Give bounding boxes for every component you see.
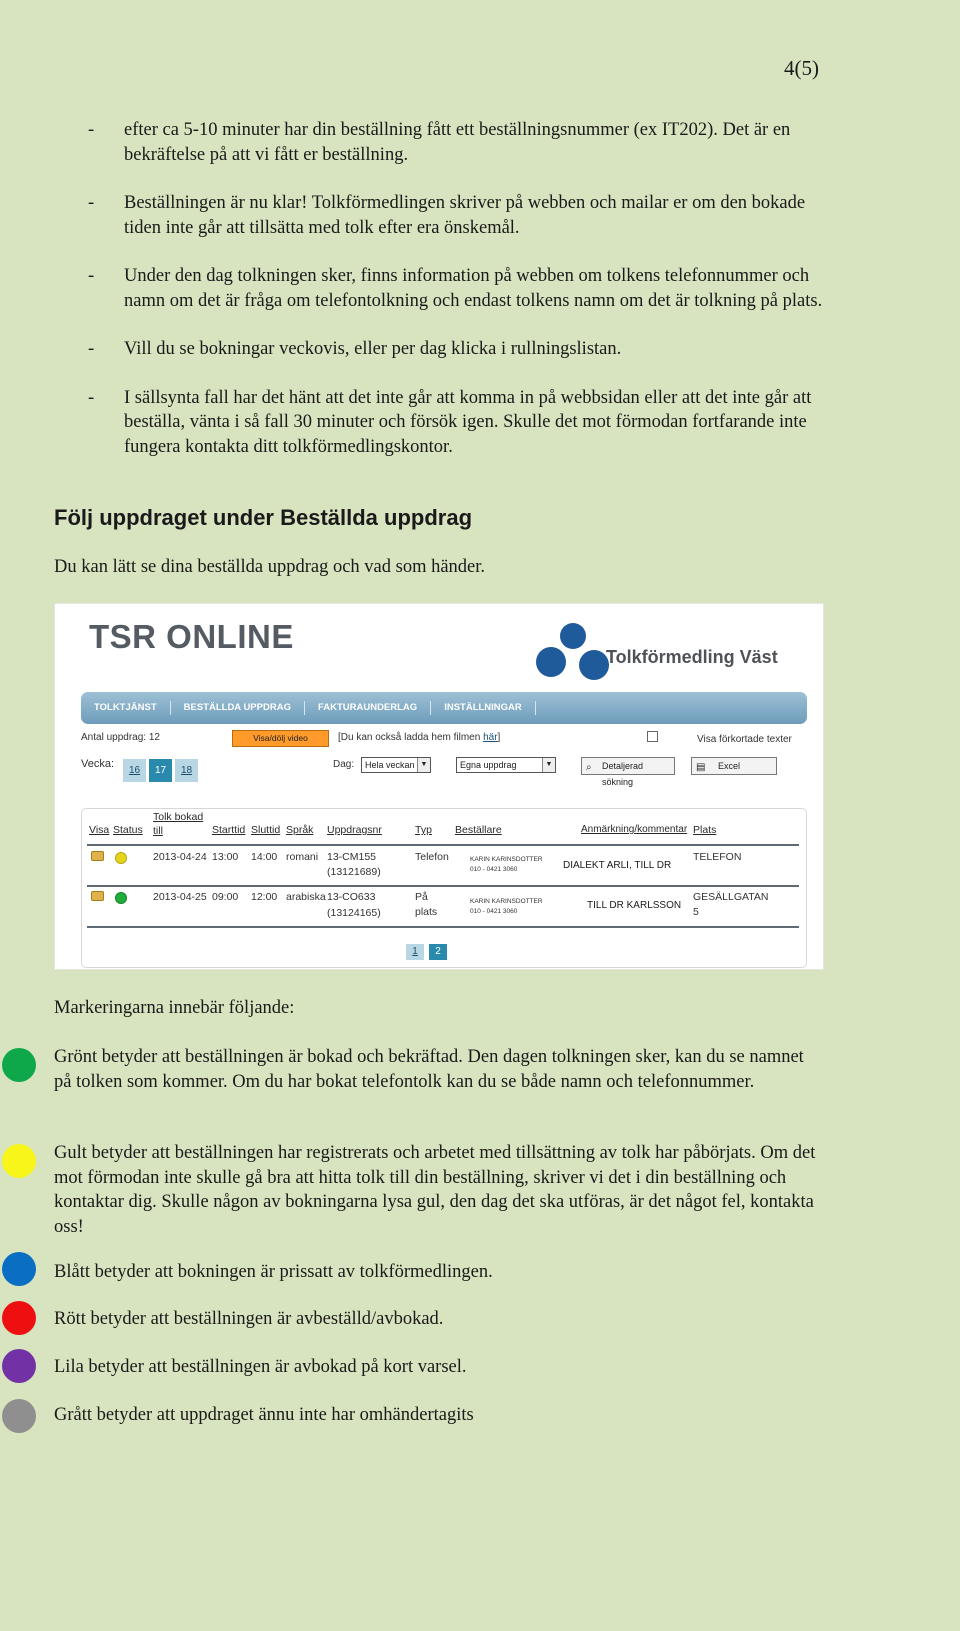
legend-intro: Markeringarna innebär följande: [54,998,295,1018]
week-button-18[interactable]: 18 [175,759,198,782]
column-header-sprak[interactable]: Språk [286,824,314,836]
bullet-item [88,386,828,460]
download-note [338,732,500,743]
week-button-16[interactable]: 16 [123,759,146,782]
day-select[interactable] [361,757,431,773]
status-green-icon [115,892,127,904]
bullet-dash: - [88,120,95,140]
folder-icon[interactable] [91,891,104,901]
day-label: Dag: [333,759,355,770]
table-header-divider [87,844,799,846]
nav-bar [81,692,807,724]
section-heading: Följ uppdraget under Beställda uppdrag [54,505,473,530]
bullet-text: efter ca 5-10 minuter har din beställning fått ett beställningsnummer (ex IT202). Det är en bekräftelse på att vi fått er beställning. [124,120,791,165]
cell-comment: TILL DR KARLSSON [587,900,682,911]
page-number: 4(5) [784,56,819,80]
day-select-value: Hela veckan [365,760,415,770]
excel-icon: ▤ [696,762,706,773]
week-button-17[interactable]: 17 [149,759,172,782]
filter-select-value: Egna uppdrag [460,760,517,770]
gray-dot-icon [2,1399,36,1433]
bullet-dash: - [88,266,95,286]
column-header-anmarkning[interactable]: Anmärkning/kommentar [581,824,688,835]
nav-item-tolktjanst[interactable]: TOLKTJÄNST [81,701,171,715]
detailed-search-button[interactable] [581,757,675,787]
bullet-item [88,191,828,240]
green-dot-icon [2,1048,36,1082]
bullet-dash: - [88,339,95,359]
cell-comment: DIALEKT ARLI, TILL DR [563,860,672,871]
bullet-text: Under den dag tolkningen sker, finns information på webben om tolkens telefonnummer och namn om det är fråga om telefontolkning och endast tolkens namn om det är tolkning på plats. [124,266,823,311]
bullet-text: I sällsynta fall har det hänt att det inte går att komma in på webbsidan eller att det inte går att beställa, vänta i så fall 30 minuter och försök igen. Skulle det mot förmodan fortfarande inte fungera kontakta ditt tolkförmedlingskontor. [124,387,812,457]
cell-start: 13:00 [212,851,239,863]
legend-item-yellow: Gult betyder att beställningen har registrerats och arbetet med tillsättning av tolk har påbörjats. Om det mot förmodan inte skulle gå bra att hitta tolk till din beställning, skriver vi det i din beställning och kontaktar dig. Skulle någon av bokningarna lysa gul, den dag det ska utföras, är det något fel, kontakta oss! [54,1143,816,1237]
cell-order-id: (13121689) [327,866,381,878]
column-header-uppdragsnr[interactable]: Uppdragsnr [327,824,382,836]
legend-item-purple: Lila betyder att beställningen är avbokad på kort varsel. [54,1357,467,1377]
cell-date: 2013-04-25 [153,891,207,903]
page-button-1[interactable]: 1 [406,944,424,960]
nav-item-bestallda-uppdrag[interactable]: BESTÄLLDA UPPDRAG [171,701,305,715]
column-header-visa[interactable]: Visa [89,824,110,836]
column-header-tolk-bokad-till[interactable]: Tolk bokad till [153,811,204,837]
excel-label: Excel [718,761,741,771]
cell-order-id: (13124165) [327,907,381,919]
bullet-list [88,118,828,483]
legend-item-gray: Grått betyder att uppdraget ännu inte har omhändertagits [54,1405,474,1425]
cell-order-no: 13-CM155 [327,851,377,863]
antal-uppdrag: Antal uppdrag: 12 [81,732,160,743]
cell-place: GESÄLLGATAN 5 [693,891,769,918]
status-yellow-icon [115,852,127,864]
download-end: ] [497,732,501,743]
bullet-item [88,337,828,362]
bullet-item [88,264,828,313]
cell-customer-phone: 010 - 0421 3060 [470,866,518,873]
brand-title: TSR ONLINE [89,618,294,655]
row-divider [87,926,799,928]
week-label: Vecka: [81,758,115,770]
download-link[interactable]: här [483,732,498,743]
cell-end: 14:00 [251,851,278,863]
short-texts-checkbox[interactable] [647,731,658,742]
yellow-dot-icon [2,1144,36,1178]
page-button-2[interactable]: 2 [429,944,447,960]
bullet-dash: - [88,387,95,408]
column-header-bestallare[interactable]: Beställare [455,824,502,836]
legend-item-red: Rött betyder att beställningen är avbeställd/avbokad. [54,1309,444,1329]
cell-customer-name: KARIN KARINSDOTTER [470,898,543,905]
legend-item-green: Grönt betyder att beställningen är bokad och bekräftad. Den dagen tolkningen sker, kan du se namnet på tolken som kommer. Om du har bokat telefontolk kan du se både namn och telefonnummer. [54,1047,804,1092]
search-icon: ⌕ [586,762,592,773]
legend-item-blue: Blått betyder att bokningen är prissatt av tolkförmedlingen. [54,1262,493,1282]
excel-button[interactable] [691,757,777,775]
short-texts-label: Visa förkortade texter [697,734,792,745]
toggle-video-button[interactable]: Visa/dölj video [232,730,329,747]
bullet-text: Vill du se bokningar veckovis, eller per dag klicka i rullningslistan. [124,339,622,359]
row-divider [87,885,799,887]
column-header-typ[interactable]: Typ [415,824,432,836]
cell-language: romani [286,851,319,863]
column-header-starttid[interactable]: Starttid [212,824,246,836]
cell-start: 09:00 [212,891,239,903]
download-text: [Du kan också ladda hem filmen [338,732,484,743]
cell-place: TELEFON [693,851,742,863]
bullet-dash: - [88,193,95,213]
nav-item-fakturaunderlag[interactable]: FAKTURAUNDERLAG [305,701,431,715]
purple-dot-icon [2,1349,36,1383]
cell-date: 2013-04-24 [153,851,207,863]
column-header-sluttid[interactable]: Sluttid [251,824,281,836]
cell-type: På plats [415,891,438,918]
column-header-plats[interactable]: Plats [693,824,717,836]
cell-language: arabiska [286,891,326,903]
cell-customer-phone: 010 - 0421 3060 [470,908,518,915]
folder-icon[interactable] [91,851,104,861]
cell-order-no: 13-CO633 [327,891,376,903]
cell-type: Telefon [415,851,449,863]
filter-select[interactable] [456,757,556,773]
column-header-status[interactable]: Status [113,824,143,836]
detailed-search-label: Detaljerad sökning [602,761,644,787]
embedded-screenshot [54,603,824,970]
chevron-down-icon: ▼ [417,758,430,772]
chevron-down-icon: ▼ [542,758,555,772]
logo-text: Tolkförmedling Väst [606,647,778,667]
red-dot-icon [2,1301,36,1335]
bullet-item [88,118,828,167]
bullet-text: Beställningen är nu klar! Tolkförmedlingen skriver på webben och mailar er om den bokade tiden inte går att tillsätta med tolk efter era önskemål. [124,193,806,238]
cell-end: 12:00 [251,891,278,903]
intro-text: Du kan lätt se dina beställda uppdrag och vad som händer. [54,557,486,577]
nav-item-installningar[interactable]: INSTÄLLNINGAR [431,701,536,715]
blue-dot-icon [2,1252,36,1286]
cell-customer-name: KARIN KARINSDOTTER [470,856,543,863]
